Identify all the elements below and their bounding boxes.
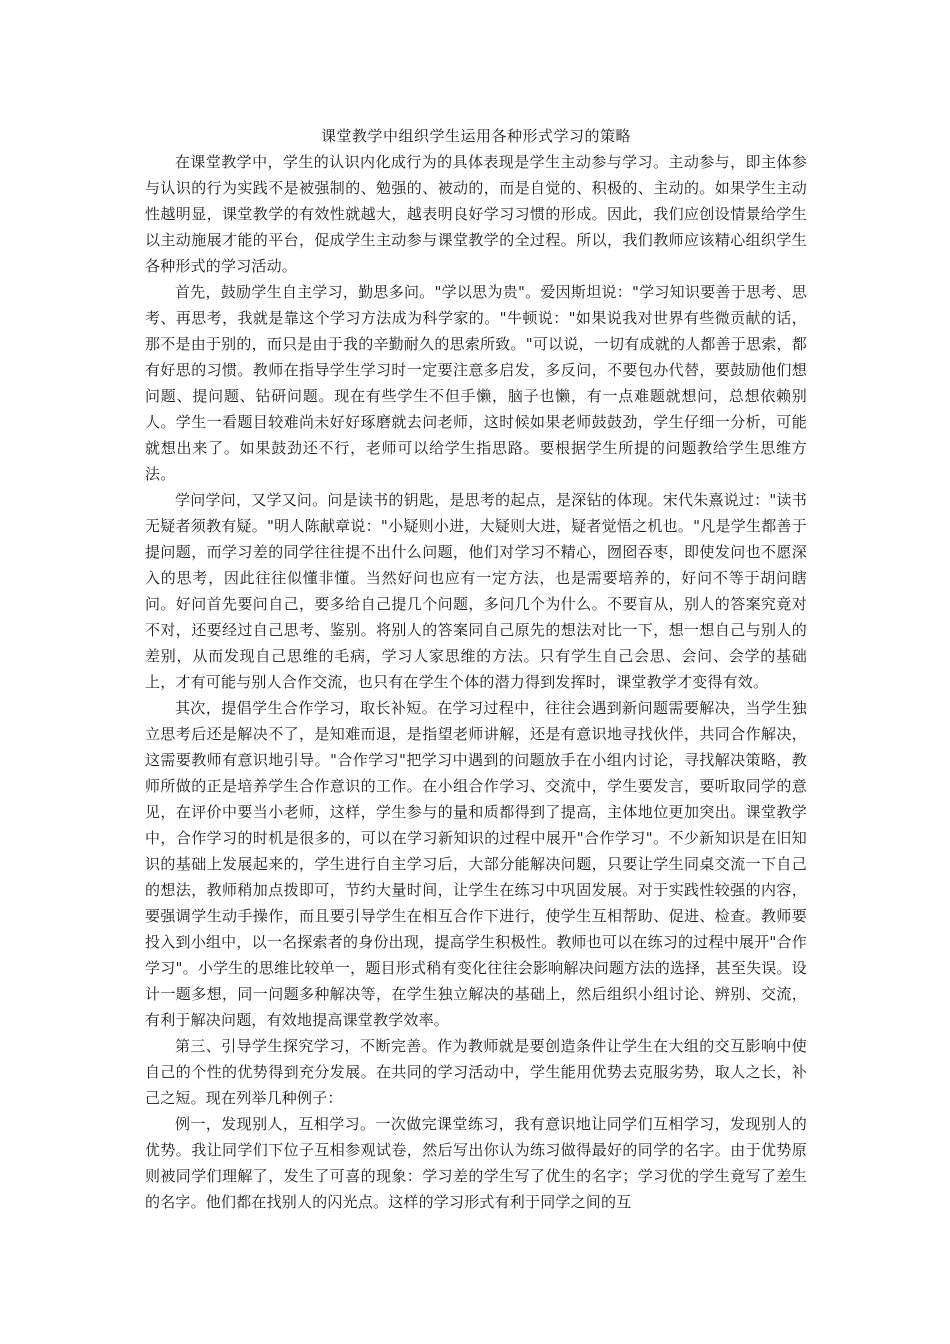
document-body xyxy=(145,123,807,1215)
paragraph-inquiry: 第三、引导学生探究学习，不断完善。作为教师就是要创造条件让学生在大组的交互影响中使自己的个性的优势得到充分发展。在共同的学习活动中，学生能用优势去克服劣势，取人之长，补己之短。现在列举几种例子： xyxy=(145,1037,807,1107)
paragraph-example-one: 例一，发现别人，互相学习。一次做完课堂练习，我有意识地让同学们互相学习，发现别人的优势。我让同学们下位子互相参观试卷，然后写出你认为练习做得最好的同学的名字。由于优势原则被同学们理解了，发生了可喜的现象：学习差的学生写了优生的名字；学习优的学生竟写了差生的名字。他们都在找别人的闪光点。这样的学习形式有利于同学之间的互 xyxy=(145,1115,807,1211)
paragraph-self-study: 首先，鼓励学生自主学习，勤思多问。"学以思为贵"。爱因斯坦说："学习知识要善于思考、思考、再思考，我就是靠这个学习方法成为科学家的。"牛顿说："如果说我对世界有些微贡献的话，那不是由于别的，而只是由于我的辛勤耐久的思索所致。"可以说，一切有成就的人都善于思索，都有好思的习惯。教师在指导学生学习时一定要注意多启发，多反问，不要包办代替，要鼓励他们想问题、提问题、钻研问题。现在有些学生不但手懒，脑子也懒，有一点难题就想问，总想依赖别人。学生一看题目较难尚未好好琢磨就去问老师，这时候如果老师鼓鼓劲，学生仔细一分析，可能就想出来了。如果鼓劲还不行，老师可以给学生指思路。要根据学生所提的问题教给学生思维方法。 xyxy=(145,283,807,483)
paragraph-intro: 在课堂教学中，学生的认识内化成行为的具体表现是学生主动参与学习。主动参与，即主体参与认识的行为实践不是被强制的、勉强的、被动的，而是自觉的、积极的、主动的。如果学生主动性越明显，课堂教学的有效性就越大，越表明良好学习习惯的形成。因此，我们应创设情景给学生以主动施展才能的平台，促成学生主动参与课堂教学的全过程。所以，我们教师应该精心组织学生各种形式的学习活动。 xyxy=(145,153,807,275)
document-title: 课堂教学中组织学生运用各种形式学习的策略 xyxy=(320,127,631,145)
paragraph-cooperative: 其次，提倡学生合作学习，取长补短。在学习过程中，往往会遇到新问题需要解决，当学生独立思考后还是解决不了，是知难而退，是指望老师讲解，还是有意识地寻找伙伴，共同合作解决，这需要教师有意识地引导。"合作学习"把学习中遇到的问题放手在小组内讨论，寻找解决策略，教师所做的正是培养学生合作意识的工作。在小组合作学习、交流中，学生要发言，要听取同学的意见，在评价中要当小老师，这样，学生参与的量和质都得到了提高，主体地位更加突出。课堂教学中，合作学习的时机是很多的，可以在学习新知识的过程中展开"合作学习"。不少新知识是在旧知识的基础上发展起来的，学生进行自主学习后，大部分能解决问题，只要让学生同桌交流一下自己的想法，教师稍加点拨即可，节约大量时间，让学生在练习中巩固发展。对于实践性较强的内容，要强调学生动手操作，而且要引导学生在相互合作下进行，使学生互相帮助、促进、检查。教师要投入到小组中，以一名探索者的身份出现，提高学生积极性。教师也可以在练习的过程中展开"合作学习"。小学生的思维比较单一，题目形式稍有变化往往会影响解决问题方法的选择，甚至失误。设计一题多想，同一问题多种解决等，在学生独立解决的基础上，然后组织小组讨论、辨别、交流，有利于解决问题，有效地提高课堂教学效率。 xyxy=(145,699,807,1029)
paragraph-asking: 学问学问，又学又问。问是读书的钥匙，是思考的起点，是深钻的体现。宋代朱熹说过："读书无疑者须教有疑。"明人陈献章说："小疑则小进，大疑则大进，疑者觉悟之机也。"凡是学生都善于提问题，而学习差的同学往往提不出什么问题，他们对学习不精心，囫囵吞枣，即使发问也不愿深入的思考，因此往往似懂非懂。当然好问也应有一定方法，也是需要培养的，好问不等于胡问瞎问。好问首先要问自己，要多给自己提几个问题，多问几个为什么。不要盲从，别人的答案究竟对不对，还要经过自己思考、鉴别。将别人的答案同自己原先的想法对比一下，想一想自己与别人的差别，从而发现自己思维的毛病，学习人家思维的方法。只有学生自己会思、会问、会学的基础上，才有可能与别人合作交流，也只有在学生个体的潜力得到发挥时，课堂教学才变得有效。 xyxy=(145,491,807,691)
